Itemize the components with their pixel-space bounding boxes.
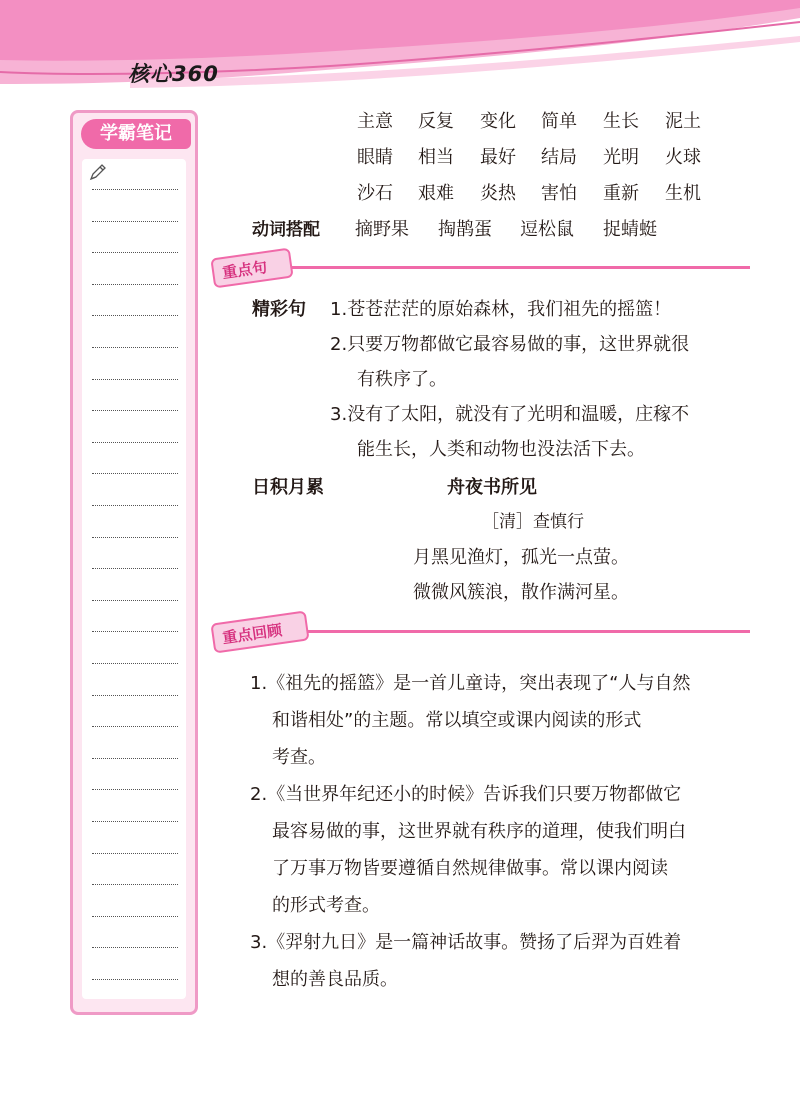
word-item: 泥土 bbox=[665, 111, 701, 132]
word-item: 主意 bbox=[357, 111, 393, 132]
sentence-2 bbox=[330, 327, 689, 362]
word-item: 结局 bbox=[541, 147, 577, 168]
poem-line-2: 微微风簇浪，散作满河星。 bbox=[413, 582, 629, 603]
note-line bbox=[92, 252, 178, 253]
note-line bbox=[92, 505, 178, 506]
review-section-bar bbox=[210, 617, 750, 651]
word-item: 生长 bbox=[603, 111, 639, 132]
brand-logo: 核心360 bbox=[128, 62, 219, 86]
sentence-2-num: 2. bbox=[330, 334, 348, 355]
note-line bbox=[92, 189, 178, 190]
review-item-2 bbox=[250, 776, 681, 813]
verb-pair: 摘野果 bbox=[355, 219, 409, 240]
note-line bbox=[92, 315, 178, 316]
review-item-num: 1. bbox=[250, 673, 268, 694]
sentence-2-line-2: 有秩序了。 bbox=[357, 369, 447, 390]
pencil-icon bbox=[88, 163, 108, 183]
sentence-2-line-1: 只要万物都做它最容易做的事，这世界就很 bbox=[347, 334, 690, 355]
word-item: 眼睛 bbox=[357, 147, 393, 168]
sidebar-title: 学霸笔记 bbox=[81, 119, 191, 149]
note-line bbox=[92, 916, 178, 917]
sentence-3-line-1: 没有了太阳，就没有了光明和温暖，庄稼不 bbox=[347, 404, 690, 425]
note-line bbox=[92, 568, 178, 569]
note-line bbox=[92, 758, 178, 759]
sentence-3-line-2: 能生长，人类和动物也没法活下去。 bbox=[357, 439, 645, 460]
section-divider bbox=[285, 266, 750, 269]
section-divider bbox=[302, 630, 750, 633]
note-line bbox=[92, 789, 178, 790]
word-item: 艰难 bbox=[418, 183, 454, 204]
review-badge bbox=[210, 610, 309, 653]
word-item: 生机 bbox=[665, 183, 701, 204]
word-item: 变化 bbox=[480, 111, 516, 132]
word-item: 重新 bbox=[603, 183, 639, 204]
review-item-line: 想的善良品质。 bbox=[272, 969, 398, 990]
sentence-1 bbox=[330, 292, 671, 327]
notes-area bbox=[82, 159, 186, 999]
verb-label: 动词搭配 bbox=[252, 220, 320, 240]
review-item-line: 考查。 bbox=[272, 747, 326, 768]
note-line bbox=[92, 947, 178, 948]
word-item: 害怕 bbox=[541, 183, 577, 204]
note-line bbox=[92, 726, 178, 727]
note-line bbox=[92, 853, 178, 854]
note-line bbox=[92, 347, 178, 348]
review-item-line: 和谐相处”的主题。常以填空或课内阅读的形式 bbox=[272, 710, 642, 731]
note-line bbox=[92, 379, 178, 380]
note-line bbox=[92, 537, 178, 538]
note-line bbox=[92, 284, 178, 285]
verb-pair: 逗松鼠 bbox=[520, 219, 574, 240]
note-line bbox=[92, 221, 178, 222]
word-item: 最好 bbox=[480, 147, 516, 168]
key-sentences-section-bar bbox=[210, 253, 750, 287]
sentence-3-num: 3. bbox=[330, 404, 348, 425]
review-item-line: 《羿射九日》是一篇神话故事。赞扬了后羿为百姓着 bbox=[267, 932, 682, 953]
word-item: 炎热 bbox=[480, 183, 516, 204]
sentence-3 bbox=[330, 397, 689, 432]
note-line bbox=[92, 442, 178, 443]
word-item: 简单 bbox=[541, 111, 577, 132]
note-line bbox=[92, 600, 178, 601]
word-item: 光明 bbox=[603, 147, 639, 168]
poem-author: ［清］查慎行 bbox=[482, 512, 584, 532]
key-sentences-heading: 重点句 bbox=[221, 257, 269, 283]
header-wave bbox=[0, 0, 800, 105]
poem-line-1: 月黑见渔灯，孤光一点萤。 bbox=[413, 547, 629, 568]
note-line bbox=[92, 695, 178, 696]
review-item-line: 《祖先的摇篮》是一首儿童诗，突出表现了“人与自然 bbox=[267, 673, 691, 694]
verb-pair: 掏鹊蛋 bbox=[438, 219, 492, 240]
word-item: 反复 bbox=[418, 111, 454, 132]
word-item: 火球 bbox=[665, 147, 701, 168]
poem-title: 舟夜书所见 bbox=[447, 477, 537, 498]
review-item-num: 3. bbox=[250, 932, 268, 953]
review-item-num: 2. bbox=[250, 784, 268, 805]
key-sentences-badge bbox=[210, 248, 293, 289]
word-item: 沙石 bbox=[357, 183, 393, 204]
notes-sidebar bbox=[70, 110, 198, 1015]
verb-pair: 捉蜻蜓 bbox=[603, 219, 657, 240]
note-line bbox=[92, 631, 178, 632]
note-line bbox=[92, 884, 178, 885]
review-item-line: 最容易做的事，这世界就有秩序的道理，使我们明白 bbox=[272, 821, 686, 842]
review-item-3 bbox=[250, 924, 681, 961]
review-heading: 重点回顾 bbox=[221, 621, 284, 648]
poem-label: 日积月累 bbox=[252, 477, 324, 498]
note-line bbox=[92, 473, 178, 474]
review-item-line: 《当世界年纪还小的时候》告诉我们只要万物都做它 bbox=[267, 784, 682, 805]
review-item-line: 了万事万物皆要遵循自然规律做事。常以课内阅读 bbox=[272, 858, 668, 879]
key-sentences-label: 精彩句 bbox=[252, 299, 306, 320]
note-line bbox=[92, 410, 178, 411]
note-line bbox=[92, 663, 178, 664]
sentence-1-num: 1. bbox=[330, 299, 348, 320]
page-header bbox=[0, 0, 800, 105]
word-item: 相当 bbox=[418, 147, 454, 168]
note-line bbox=[92, 821, 178, 822]
review-item-1 bbox=[250, 665, 691, 702]
review-item-line: 的形式考查。 bbox=[272, 895, 380, 916]
sentence-1-line-1: 苍苍茫茫的原始森林，我们祖先的摇篮！ bbox=[347, 299, 672, 320]
note-line bbox=[92, 979, 178, 980]
